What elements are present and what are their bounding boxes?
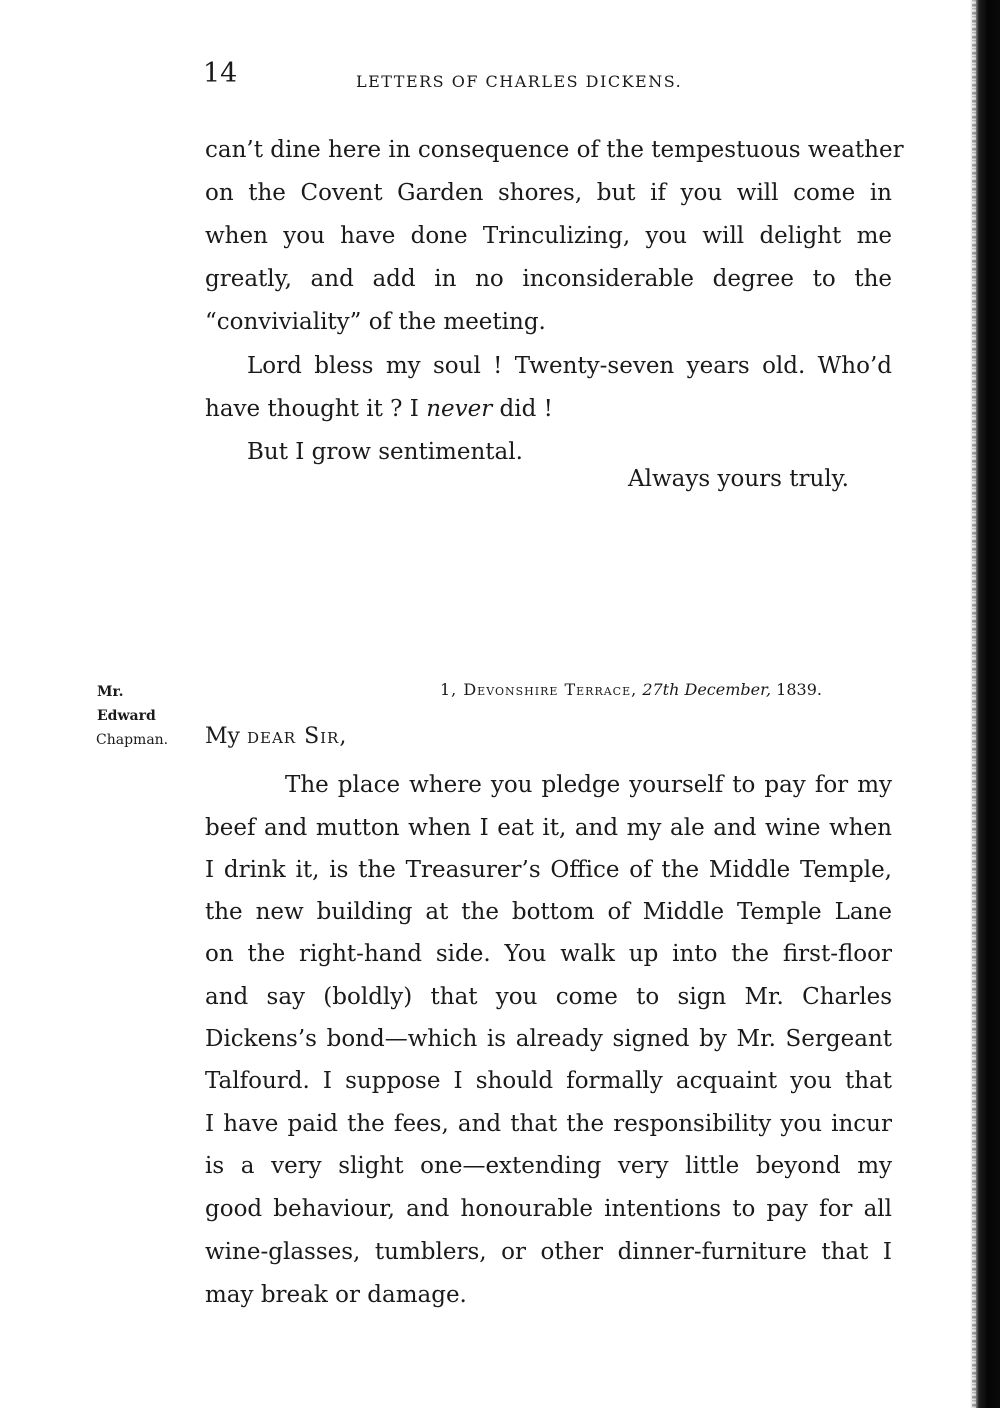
text-line: But I grow sentimental. <box>247 439 523 465</box>
text-line <box>205 395 892 423</box>
salutation-first: My <box>205 724 240 749</box>
italic-word: never <box>426 396 493 422</box>
text-line: on the right-hand side. You walk up into the first-floor <box>205 941 892 967</box>
text-line: Dickens’s bond—which is already signed by Mr. Sergeant <box>205 1026 892 1052</box>
text-span: have thought it ? I <box>205 396 427 422</box>
text-line: and say (boldly) that you come to sign Mr. Charles <box>205 984 892 1010</box>
text-line: the new building at the bottom of Middle Temple Lane <box>205 899 892 925</box>
page-number: 14 <box>203 58 238 89</box>
text-line: good behaviour, and honourable intentions to pay for all <box>205 1196 892 1222</box>
text-line: when you have done Trinculizing, you will delight me <box>205 223 892 249</box>
margin-recipient-line: Chapman. <box>96 732 169 748</box>
running-title: LETTERS OF CHARLES DICKENS. <box>356 72 683 91</box>
dateline-address: 1, Devonshire Terrace, <box>440 680 638 699</box>
text-line: “conviviality” of the meeting. <box>205 309 546 335</box>
page-edge-shadow <box>970 0 1000 1408</box>
text-line: on the Covent Garden shores, but if you will come in <box>205 180 892 206</box>
text-line: Talfourd. I suppose I should formally acquaint you that <box>205 1068 892 1094</box>
text-span: did ! <box>492 396 553 422</box>
salutation <box>205 724 347 749</box>
text-line: The place where you pledge yourself to pay for my <box>285 772 892 798</box>
text-line: I have paid the fees, and that the responsibility you incur <box>205 1111 892 1137</box>
letter-dateline <box>440 680 822 699</box>
text-line: can’t dine here in consequence of the tempestuous weather <box>205 137 904 163</box>
text-line: Lord bless my soul ! Twenty-seven years old. Who’d <box>247 353 892 379</box>
text-line: may break or damage. <box>205 1282 467 1308</box>
margin-recipient-line: Edward <box>97 708 156 724</box>
text-line: greatly, and add in no inconsiderable degree to the <box>205 266 892 292</box>
text-line: beef and mutton when I eat it, and my ale and wine when <box>205 815 892 841</box>
margin-recipient-line: Mr. <box>97 684 124 700</box>
dateline-date: 27th December, <box>642 680 772 699</box>
text-line: wine-glasses, tumblers, or other dinner-furniture that I <box>205 1239 892 1265</box>
text-line: is a very slight one—extending very little beyond my <box>205 1153 892 1179</box>
dateline-year: 1839. <box>776 680 822 699</box>
salutation-rest: dear Sir, <box>246 724 348 749</box>
text-line: I drink it, is the Treasurer’s Office of the Middle Temple, <box>205 857 892 883</box>
closing-signoff: Always yours truly. <box>628 466 849 492</box>
